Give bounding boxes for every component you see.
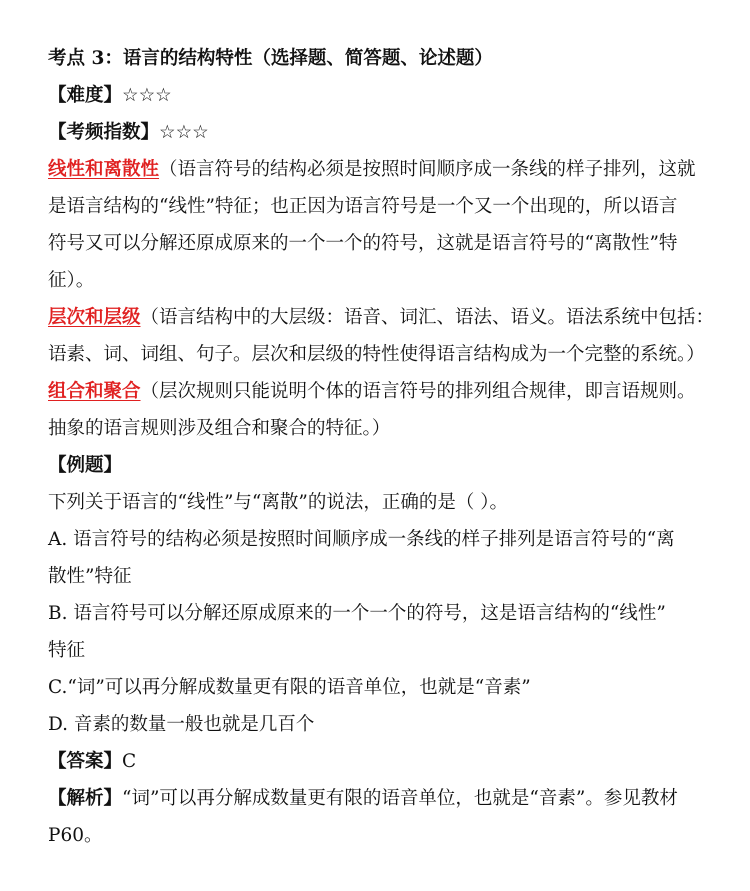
frequency-row — [48, 114, 718, 151]
concept-text: （语言结构中的大层级：语音、词汇、语法、语义。语法系统中包括： — [140, 307, 715, 328]
example-label: 【例题】 — [48, 455, 123, 476]
option-c — [48, 669, 718, 706]
option-d — [48, 706, 718, 743]
option-text: A. 语言符号的结构必须是按照时间顺序成一条线的样子排列是语言符号的“离 — [48, 529, 675, 550]
option-text: B. 语言符号可以分解还原成原来的一个一个的符号，这是语言结构的“线性” — [48, 603, 666, 624]
frequency-label: 【考频指数】 — [48, 122, 160, 143]
analysis-block — [48, 780, 718, 854]
concept-term: 组合和聚合 — [48, 381, 141, 402]
answer-value: C — [122, 751, 137, 772]
concept-text: 是语言结构的“线性”特征；也正因为语言符号是一个又一个出现的，所以语言 — [48, 196, 678, 217]
analysis-text: P60。 — [48, 825, 103, 846]
option-text: 散性”特征 — [48, 566, 132, 587]
concept-text: 符号又可以分解还原成原来的一个一个的符号，这就是语言符号的“离散性”特 — [48, 233, 678, 254]
example-question: 下列关于语言的“线性”与“离散”的说法，正确的是（ ）。 — [48, 492, 508, 513]
concept-text: 抽象的语言规则涉及组合和聚合的特征。） — [48, 418, 391, 439]
concept-term: 线性和离散性 — [48, 159, 160, 180]
answer-label: 【答案】 — [48, 751, 123, 772]
concept-text: 征）。 — [48, 270, 95, 291]
option-a — [48, 521, 718, 595]
difficulty-row — [48, 77, 718, 114]
frequency-stars: ☆☆☆ — [159, 122, 209, 143]
concept-text: （层次规则只能说明个体的语言符号的排列组合规律，即言语规则。 — [140, 381, 696, 402]
difficulty-label: 【难度】 — [48, 85, 123, 106]
concept-term: 层次和层级 — [48, 307, 141, 328]
difficulty-stars: ☆☆☆ — [122, 85, 172, 106]
option-b — [48, 595, 718, 669]
concept-hierarchy — [48, 299, 718, 373]
answer-row — [48, 743, 718, 780]
concept-combination — [48, 373, 718, 447]
option-text: D. 音素的数量一般也就是几百个 — [48, 714, 315, 735]
concept-linearity — [48, 151, 718, 299]
document-page — [48, 40, 718, 854]
analysis-label: 【解析】 — [48, 788, 123, 809]
option-text: 特征 — [48, 640, 86, 661]
concept-text: 语素、词、词组、句子。层次和层级的特性使得语言结构成为一个完整的系统。） — [48, 344, 705, 365]
page-title: 考点 3：语言的结构特性（选择题、简答题、论述题） — [48, 48, 493, 69]
concept-text: （语言符号的结构必须是按照时间顺序成一条线的样子排列，这就 — [159, 159, 696, 180]
analysis-text: “词”可以再分解成数量更有限的语音单位，也就是“音素”。参见教材 — [122, 788, 678, 809]
option-text: C.“词”可以再分解成数量更有限的语音单位，也就是“音素” — [48, 677, 531, 698]
